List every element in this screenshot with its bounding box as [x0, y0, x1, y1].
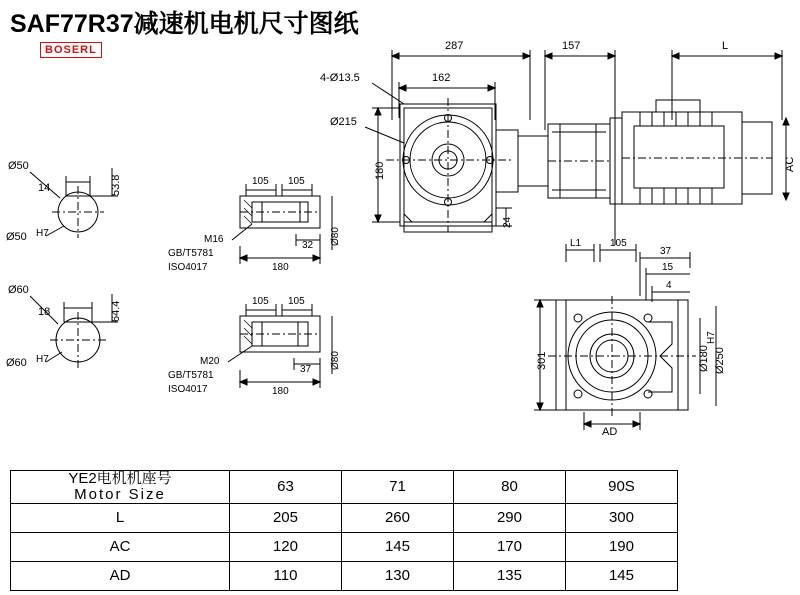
dim-dia60: Ø60	[8, 284, 29, 296]
dim-37-bot: 37	[300, 364, 312, 375]
dim-dia80-bot: Ø80	[330, 351, 341, 370]
dim-dia60-h7: Ø60	[6, 357, 27, 369]
cell-AC-90s: 190	[565, 532, 677, 561]
dim-180-bot: 180	[272, 386, 289, 397]
std-gb-t5781-bot: GB/T5781	[168, 370, 214, 381]
dim-53-8: 53.8	[110, 174, 122, 196]
dim-dia250: Ø250	[714, 347, 726, 374]
dim-AD: AD	[602, 426, 618, 438]
dim-4-right: 4	[666, 280, 672, 291]
dim-dia50: Ø50	[8, 160, 29, 172]
dim-180-height: 180	[374, 161, 386, 180]
dim-157: 157	[562, 40, 581, 52]
cell-AD-63: 110	[230, 561, 342, 590]
dim-105-top-b: 105	[288, 176, 305, 187]
table-row	[11, 561, 678, 590]
cell-AD-90s: 145	[565, 561, 677, 590]
dim-dia180-tolerance: H7	[706, 331, 717, 344]
dim-105-bot-a: 105	[252, 296, 269, 307]
cell-AD-80: 135	[453, 561, 565, 590]
page-title: SAF77R37减速机电机尺寸图纸	[10, 10, 359, 38]
table-header-line1: YE2电机机座号	[68, 470, 172, 487]
dim-L1: L1	[570, 238, 582, 249]
dim-287: 287	[445, 40, 464, 52]
brand-logo: BOSERL	[40, 42, 102, 58]
dim-37-right: 37	[660, 246, 672, 257]
cell-AD-71: 130	[341, 561, 453, 590]
table-size-71: 71	[341, 471, 453, 504]
dim-key-18: 18	[38, 306, 51, 318]
table-row	[11, 532, 678, 561]
cell-AC-80: 170	[453, 532, 565, 561]
dim-15-right: 15	[662, 262, 674, 273]
std-iso4017-bot: ISO4017	[168, 384, 208, 395]
cell-L-71: 260	[341, 503, 453, 532]
table-size-90s: 90S	[565, 471, 677, 504]
row-label-AC: AC	[11, 532, 230, 561]
cell-L-80: 290	[453, 503, 565, 532]
cell-AC-71: 145	[341, 532, 453, 561]
std-iso4017-top: ISO4017	[168, 262, 208, 273]
dim-dia50-h7: Ø50	[6, 231, 27, 243]
table-header-cell	[11, 471, 230, 504]
dim-4x13.5: 4-Ø13.5	[320, 72, 360, 84]
dim-105-bot-b: 105	[288, 296, 305, 307]
row-label-L: L	[11, 503, 230, 532]
dim-24: 24	[502, 216, 513, 228]
motor-size-table	[10, 470, 678, 591]
cell-AC-63: 120	[230, 532, 342, 561]
dim-AC: AC	[784, 156, 796, 172]
dim-L: L	[722, 40, 729, 52]
dim-dia180: Ø180	[698, 345, 710, 372]
dim-key-14: 14	[38, 182, 51, 194]
dim-32: 32	[302, 240, 314, 251]
row-label-AD: AD	[11, 561, 230, 590]
bolt-m16: M16	[204, 234, 224, 245]
table-row-header	[11, 471, 678, 504]
dim-162: 162	[432, 72, 451, 84]
dim-105-top-a: 105	[252, 176, 269, 187]
dim-dia50-h7-sup: H7	[36, 228, 49, 239]
cell-L-90s: 300	[565, 503, 677, 532]
table-size-80: 80	[453, 471, 565, 504]
dim-dia215: Ø215	[330, 116, 357, 128]
cell-L-63: 205	[230, 503, 342, 532]
std-gb-t5781-top: GB/T5781	[168, 248, 214, 259]
dim-180-top: 180	[272, 262, 289, 273]
dim-dia60-h7-sup: H7	[36, 354, 49, 365]
table-size-63: 63	[230, 471, 342, 504]
table-header-line2: Motor Size	[74, 485, 166, 503]
dim-64-4: 64.4	[110, 300, 122, 322]
dim-dia80-top: Ø80	[330, 227, 341, 246]
bolt-m20: M20	[200, 356, 220, 367]
dim-105-right: 105	[610, 238, 627, 249]
dim-301: 301	[536, 351, 548, 370]
table-row	[11, 503, 678, 532]
